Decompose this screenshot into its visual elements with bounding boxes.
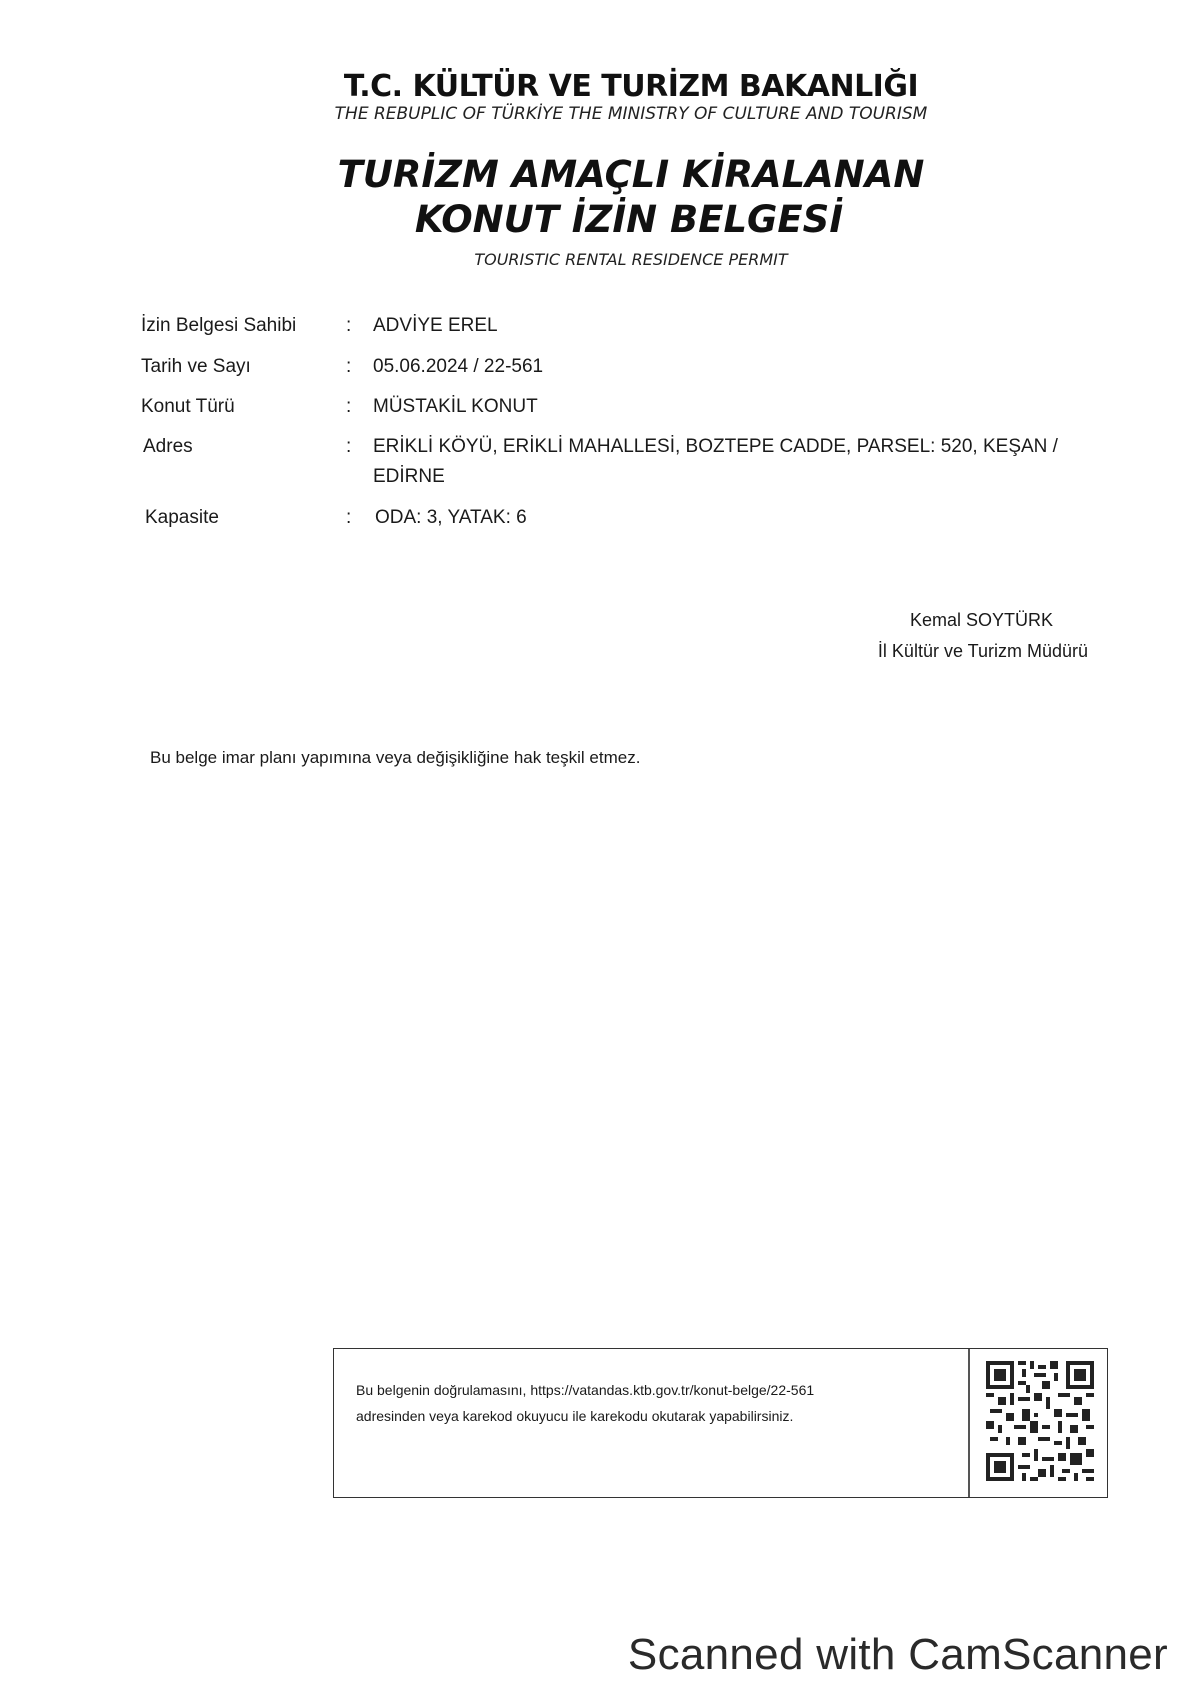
residence-type-value: MÜSTAKİL KONUT [373,396,538,417]
date-number-label: Tarih ve Sayı [141,356,251,377]
date-number-value: 05.06.2024 / 22-561 [373,356,544,377]
verification-box [333,1348,1108,1498]
address-colon: : [346,436,352,457]
verification-divider [968,1349,970,1497]
document-title-line2: KONUT İZİN BELGESİ [414,198,844,241]
date-number-colon: : [346,356,352,377]
legal-note: Bu belge imar planı yapımına veya değişikliğine hak teşkil etmez. [150,748,641,767]
address-value-line1: ERİKLİ KÖYÜ, ERİKLİ MAHALLESİ, BOZTEPE CADDE, PARSEL: 520, KEŞAN / [373,436,1058,457]
owner-label: İzin Belgesi Sahibi [141,315,297,336]
capacity-colon: : [346,507,352,528]
owner-value: ADVİYE EREL [373,315,498,336]
document-header [0,70,1200,124]
verification-text [356,1377,956,1429]
verification-line2: adresinden veya karekod okuyucu ile karekodu okutarak yapabilirsiniz. [356,1408,794,1424]
capacity-value: ODA: 3, YATAK: 6 [375,507,527,528]
owner-colon: : [346,315,352,336]
capacity-label: Kapasite [145,507,219,528]
residence-type-colon: : [346,396,352,417]
document-subtitle: TOURISTIC RENTAL RESIDENCE PERMIT [474,250,788,269]
signatory-name: Kemal SOYTÜRK [909,610,1053,630]
address-value-line2: EDİRNE [373,466,445,487]
ministry-name-en: THE REBUPLIC OF TÜRKİYE THE MINISTRY OF CULTURE AND TOURISM [334,104,928,124]
residence-type-label: Konut Türü [141,396,235,417]
signature-block [878,605,1088,667]
qr-code-icon [986,1361,1094,1481]
document-title-line1: TURİZM AMAÇLI KİRALANAN [337,153,925,196]
document-title [0,152,1200,242]
camscanner-watermark: Scanned with CamScanner [627,1630,1168,1679]
signatory-title: İl Kültür ve Turizm Müdürü [877,641,1088,661]
verification-line1: Bu belgenin doğrulamasını, https://vatandas.ktb.gov.tr/konut-belge/22-561 [356,1382,815,1398]
ministry-name-tr: T.C. KÜLTÜR VE TURİZM BAKANLIĞI [343,69,919,104]
address-label: Adres [143,436,193,457]
